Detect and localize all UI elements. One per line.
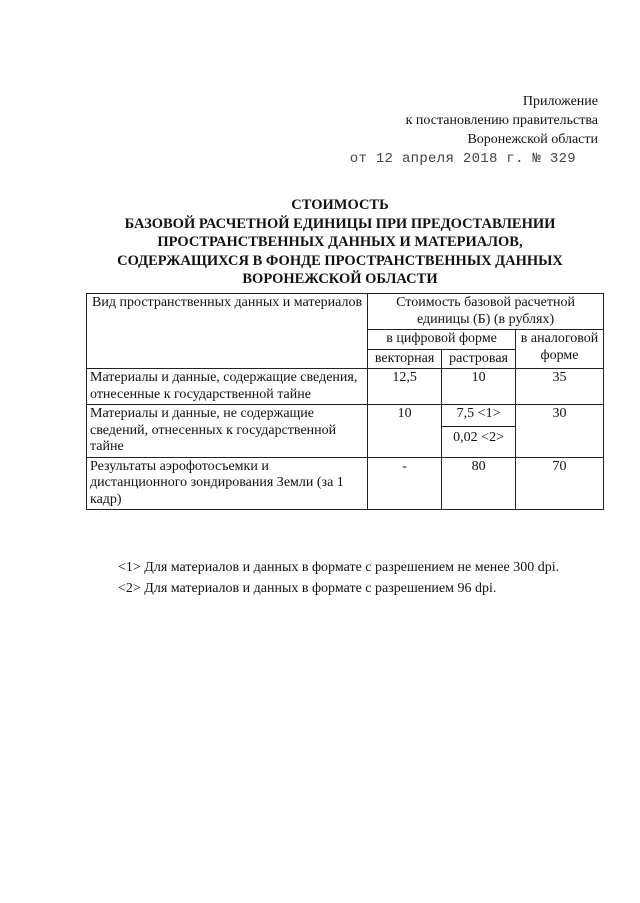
cost-table [86, 293, 604, 510]
row-analog-value: 70 [516, 457, 604, 510]
footnotes [86, 559, 600, 601]
header-cell-cost: Стоимость базовой расчетной единицы (Б) (в рублях) [368, 294, 604, 330]
table-row [87, 457, 604, 510]
footnote-2: <2> Для материалов и данных в формате с разрешением 96 dpi. [118, 581, 497, 596]
date-number-stamp: от 12 апреля 2018 г. № 329 [349, 151, 576, 167]
document-header [350, 92, 598, 169]
header-cell-vector: векторная [368, 349, 442, 369]
header-appendix: Приложение [522, 94, 598, 109]
header-resolution: к постановлению правительства [405, 113, 598, 128]
row-analog-value: 35 [516, 369, 604, 405]
row-raster-cell [442, 405, 516, 458]
document-title [60, 196, 620, 289]
row-raster-value: 80 [442, 457, 516, 510]
table-row [87, 405, 604, 458]
header-cell-raster: растровая [442, 349, 516, 369]
row-raster-value-a: 7,5 <1> [456, 406, 501, 421]
row-vector-value: 12,5 [368, 369, 442, 405]
header-cell-type: Вид пространственных данных и материалов [87, 294, 368, 369]
header-cell-digital: в цифровой форме [368, 330, 516, 350]
title-line-1: СТОИМОСТЬ [291, 197, 389, 213]
title-line-2: БАЗОВОЙ РАСЧЕТНОЙ ЕДИНИЦЫ ПРИ ПРЕДОСТАВЛЕНИИ [124, 215, 556, 232]
title-line-3: ПРОСТРАНСТВЕННЫХ ДАННЫХ И МАТЕРИАЛОВ, [157, 234, 523, 250]
row-raster-value-b: 0,02 <2> [442, 426, 515, 447]
title-line-5: ВОРОНЕЖСКОЙ ОБЛАСТИ [242, 271, 438, 287]
header-region: Воронежской области [467, 132, 598, 147]
row-vector-value: 10 [368, 405, 442, 458]
row-analog-value: 30 [516, 405, 604, 458]
footnote-1: <1> Для материалов и данных в формате с разрешением не менее 300 dpi. [118, 560, 560, 575]
row-raster-value: 10 [442, 369, 516, 405]
row-name: Результаты аэрофотосъемки и дистанционного зондирования Земли (за 1 кадр) [87, 457, 368, 510]
row-name: Материалы и данные, содержащие сведения, отнесенные к государственной тайне [87, 369, 368, 405]
table-row [87, 369, 604, 405]
table-header-row-1 [87, 294, 604, 330]
title-line-4: СОДЕРЖАЩИХСЯ В ФОНДЕ ПРОСТРАНСТВЕННЫХ ДАННЫХ [117, 252, 563, 269]
row-vector-value: - [368, 457, 442, 510]
row-name: Материалы и данные, не содержащие сведений, отнесенных к государственной тайне [87, 405, 368, 458]
header-cell-analog: в аналоговой форме [516, 330, 604, 369]
